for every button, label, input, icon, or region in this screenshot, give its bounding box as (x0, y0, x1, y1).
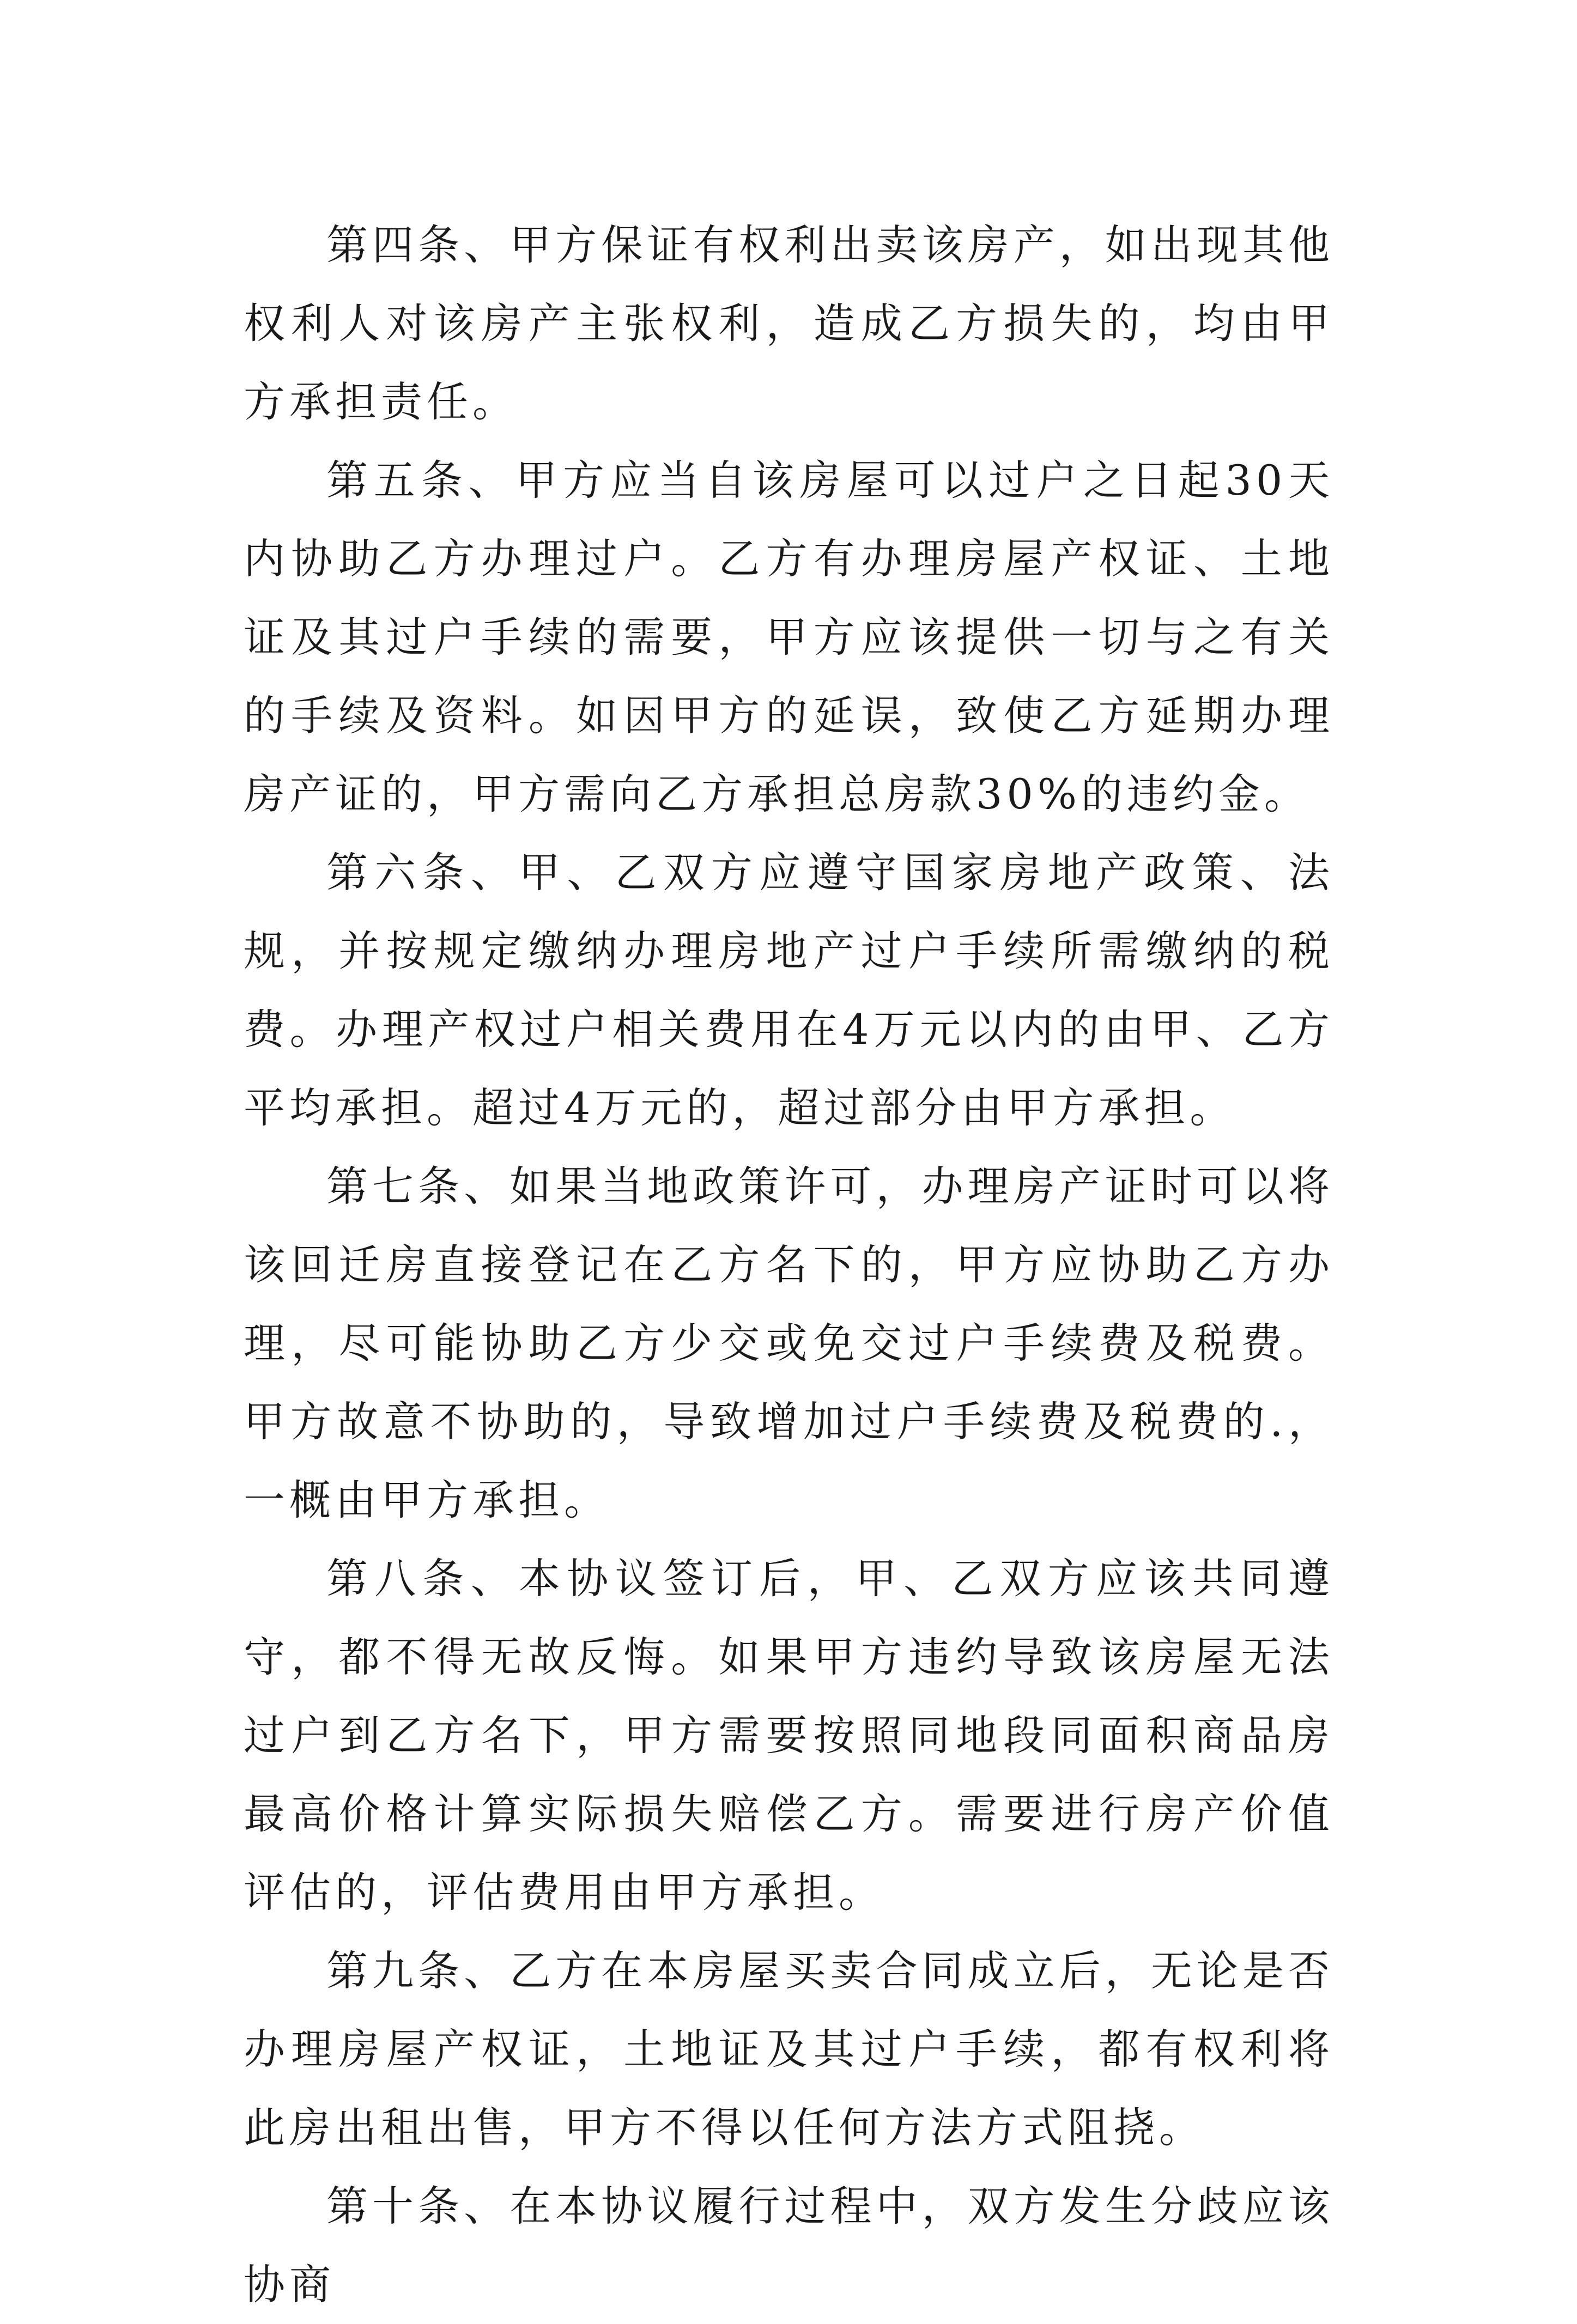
document-body (244, 206, 1334, 2324)
article-4-paragraph: 第四条、甲方保证有权利出卖该房产，如出现其他权利人对该房产主张权利，造成乙方损失的，均由甲方承担责任。 (244, 221, 1334, 426)
article-6-paragraph: 第六条、甲、乙双方应遵守国家房地产政策、法规，并按规定缴纳办理房地产过户手续所需缴纳的税费。办理产权过户相关费用在4万元以内的由甲、乙方平均承担。超过4万元的，超过部分由甲方承担。 (244, 848, 1334, 1132)
article-7-paragraph: 第七条、如果当地政策许可，办理房产证时可以将该回迁房直接登记在乙方名下的，甲方应协助乙方办理，尽可能协助乙方少交或免交过户手续费及税费。甲方故意不协助的，导致增加过户手续费及税费的.，一概由甲方承担。 (244, 1162, 1334, 1524)
article-5-paragraph: 第五条、甲方应当自该房屋可以过户之日起30天内协助乙方办理过户。乙方有办理房屋产权证、土地证及其过户手续的需要，甲方应该提供一切与之有关的手续及资料。如因甲方的延误，致使乙方延期办理房产证的，甲方需向乙方承担总房款30%的违约金。 (244, 456, 1334, 818)
article-10-paragraph: 第十条、在本协议履行过程中，双方发生分歧应该协商 (244, 2182, 1334, 2309)
article-8-paragraph: 第八条、本协议签订后，甲、乙双方应该共同遵守，都不得无故反悔。如果甲方违约导致该房屋无法过户到乙方名下，甲方需要按照同地段同面积商品房最高价格计算实际损失赔偿乙方。需要进行房产价值评估的，评估费用由甲方承担。 (244, 1554, 1334, 1917)
article-9-paragraph: 第九条、乙方在本房屋买卖合同成立后，无论是否办理房屋产权证，土地证及其过户手续，都有权利将此房出租出售，甲方不得以任何方法方式阻挠。 (244, 1946, 1334, 2152)
